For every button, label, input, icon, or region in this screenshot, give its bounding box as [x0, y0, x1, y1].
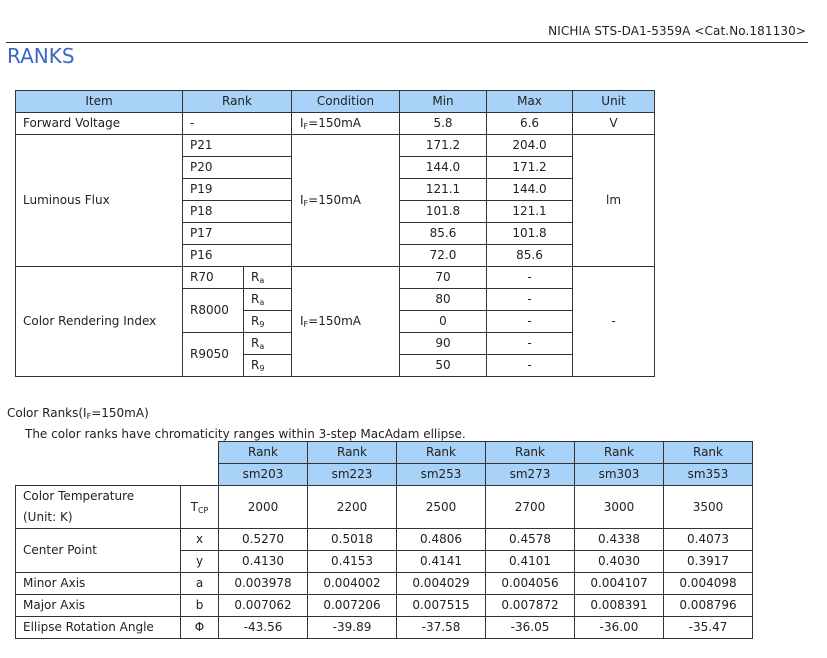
- color-ranks-table: [15, 441, 753, 639]
- symbol-cell: b: [181, 595, 219, 617]
- condition-cell: $I_F=150mA$: [292, 135, 400, 267]
- color-header-row: [16, 464, 753, 486]
- value-cell: 0.004002: [308, 573, 397, 595]
- min-cell: 80: [400, 289, 487, 311]
- value-cell: -36.00: [575, 617, 664, 639]
- max-cell: -: [487, 333, 573, 355]
- value-cell: 0.004029: [397, 573, 486, 595]
- rank-header: Rank: [397, 442, 486, 464]
- value-cell: 0.004056: [486, 573, 575, 595]
- value-cell: 0.4338: [575, 529, 664, 551]
- item-luminous-flux: Luminous Flux: [16, 135, 183, 267]
- max-cell: 6.6: [487, 113, 573, 135]
- rank-code: sm303: [575, 464, 664, 486]
- max-cell: 85.6: [487, 245, 573, 267]
- max-cell: 204.0: [487, 135, 573, 157]
- header-spacer: [16, 464, 219, 486]
- value-cell: 0.003978: [219, 573, 308, 595]
- value-cell: 0.007206: [308, 595, 397, 617]
- color-ranks-note: The color ranks have chromaticity ranges within 3-step MacAdam ellipse.: [25, 427, 466, 441]
- value-cell: -36.05: [486, 617, 575, 639]
- value-cell: 0.007515: [397, 595, 486, 617]
- value-cell: 0.3917: [664, 551, 753, 573]
- value-cell: 0.007062: [219, 595, 308, 617]
- value-cell: 0.004107: [575, 573, 664, 595]
- value-cell: 0.007872: [486, 595, 575, 617]
- rank-header: Rank: [664, 442, 753, 464]
- rank-cell: R70: [183, 267, 244, 289]
- col-min: Min: [400, 91, 487, 113]
- col-max: Max: [487, 91, 573, 113]
- value-cell: 0.008796: [664, 595, 753, 617]
- table-row: [16, 595, 753, 617]
- row-label-ellipse-rotation-angle: Ellipse Rotation Angle: [16, 617, 181, 639]
- value-cell: -35.47: [664, 617, 753, 639]
- value-cell: 0.4153: [308, 551, 397, 573]
- value-cell: 0.5270: [219, 529, 308, 551]
- value-cell: 2200: [308, 486, 397, 529]
- row-label-center-point: Center Point: [16, 529, 181, 573]
- col-item: Item: [16, 91, 183, 113]
- symbol-cell: y: [181, 551, 219, 573]
- ranks-header-row: [16, 91, 655, 113]
- row-label-color-temperature: Color Temperature (Unit: K): [16, 486, 181, 529]
- rank-code: sm203: [219, 464, 308, 486]
- col-rank: Rank: [183, 91, 292, 113]
- item-forward-voltage: Forward Voltage: [16, 113, 183, 135]
- rank-header: Rank: [219, 442, 308, 464]
- value-cell: 0.4578: [486, 529, 575, 551]
- symbol-cell: x: [181, 529, 219, 551]
- col-unit: Unit: [573, 91, 655, 113]
- value-cell: 2500: [397, 486, 486, 529]
- col-condition: Condition: [292, 91, 400, 113]
- min-cell: 85.6: [400, 223, 487, 245]
- value-cell: -37.58: [397, 617, 486, 639]
- page-title: RANKS: [7, 44, 75, 68]
- condition-cell: $I_F=150mA$: [292, 113, 400, 135]
- value-cell: 0.5018: [308, 529, 397, 551]
- table-row: [16, 113, 655, 135]
- rank-code: sm353: [664, 464, 753, 486]
- value-cell: 0.4141: [397, 551, 486, 573]
- rank-header: Rank: [486, 442, 575, 464]
- min-cell: 50: [400, 355, 487, 377]
- table-row: [16, 135, 655, 157]
- symbol-cell: $R_9$: [244, 311, 292, 333]
- value-cell: 2700: [486, 486, 575, 529]
- rank-cell: P17: [183, 223, 292, 245]
- table-row: [16, 573, 753, 595]
- symbol-cell: $R_9$: [244, 355, 292, 377]
- max-cell: -: [487, 311, 573, 333]
- table-row: [16, 617, 753, 639]
- min-cell: 72.0: [400, 245, 487, 267]
- title-rule: [6, 42, 808, 43]
- rank-cell: P19: [183, 179, 292, 201]
- color-ranks-label: Color $Ranks(I_F=150mA)$: [7, 406, 149, 421]
- max-cell: 171.2: [487, 157, 573, 179]
- min-cell: 5.8: [400, 113, 487, 135]
- table-row: [16, 529, 753, 551]
- max-cell: 101.8: [487, 223, 573, 245]
- value-cell: 2000: [219, 486, 308, 529]
- min-cell: 144.0: [400, 157, 487, 179]
- value-cell: -43.56: [219, 617, 308, 639]
- rank-cell: R9050: [183, 333, 244, 377]
- unit-cell: lm: [573, 135, 655, 267]
- value-cell: -39.89: [308, 617, 397, 639]
- row-label-minor-axis: Minor Axis: [16, 573, 181, 595]
- rank-code: sm273: [486, 464, 575, 486]
- min-cell: 70: [400, 267, 487, 289]
- min-cell: 121.1: [400, 179, 487, 201]
- value-cell: 3000: [575, 486, 664, 529]
- color-header-row: [16, 442, 753, 464]
- symbol-cell: $R_a$: [244, 289, 292, 311]
- header-spacer: [16, 442, 219, 464]
- rank-code: sm253: [397, 464, 486, 486]
- rank-cell: P16: [183, 245, 292, 267]
- document-header: NICHIA STS-DA1-5359A <Cat.No.181130>: [548, 24, 806, 38]
- rank-header: Rank: [575, 442, 664, 464]
- symbol-cell: $R_a$: [244, 333, 292, 355]
- rank-cell: P21: [183, 135, 292, 157]
- symbol-cell: $R_a$: [244, 267, 292, 289]
- row-label-major-axis: Major Axis: [16, 595, 181, 617]
- item-color-rendering-index: Color Rendering Index: [16, 267, 183, 377]
- rank-code: sm223: [308, 464, 397, 486]
- min-cell: 171.2: [400, 135, 487, 157]
- min-cell: 0: [400, 311, 487, 333]
- value-cell: 0.4073: [664, 529, 753, 551]
- table-row: [16, 486, 753, 529]
- max-cell: 144.0: [487, 179, 573, 201]
- max-cell: -: [487, 267, 573, 289]
- value-cell: 0.4030: [575, 551, 664, 573]
- rank-cell: R8000: [183, 289, 244, 333]
- condition-cell: $I_F=150mA$: [292, 267, 400, 377]
- value-cell: 0.008391: [575, 595, 664, 617]
- value-cell: 0.4130: [219, 551, 308, 573]
- symbol-cell: $T_{CP}$: [181, 486, 219, 529]
- max-cell: 121.1: [487, 201, 573, 223]
- min-cell: 101.8: [400, 201, 487, 223]
- value-cell: 3500: [664, 486, 753, 529]
- value-cell: 0.004098: [664, 573, 753, 595]
- rank-cell: P18: [183, 201, 292, 223]
- rank-cell: -: [183, 113, 292, 135]
- symbol-cell: a: [181, 573, 219, 595]
- symbol-cell: Φ: [181, 617, 219, 639]
- unit-cell: V: [573, 113, 655, 135]
- max-cell: -: [487, 289, 573, 311]
- rank-header: Rank: [308, 442, 397, 464]
- unit-cell: -: [573, 267, 655, 377]
- table-row: [16, 267, 655, 289]
- max-cell: -: [487, 355, 573, 377]
- value-cell: 0.4101: [486, 551, 575, 573]
- rank-cell: P20: [183, 157, 292, 179]
- ranks-table: [15, 90, 655, 377]
- value-cell: 0.4806: [397, 529, 486, 551]
- min-cell: 90: [400, 333, 487, 355]
